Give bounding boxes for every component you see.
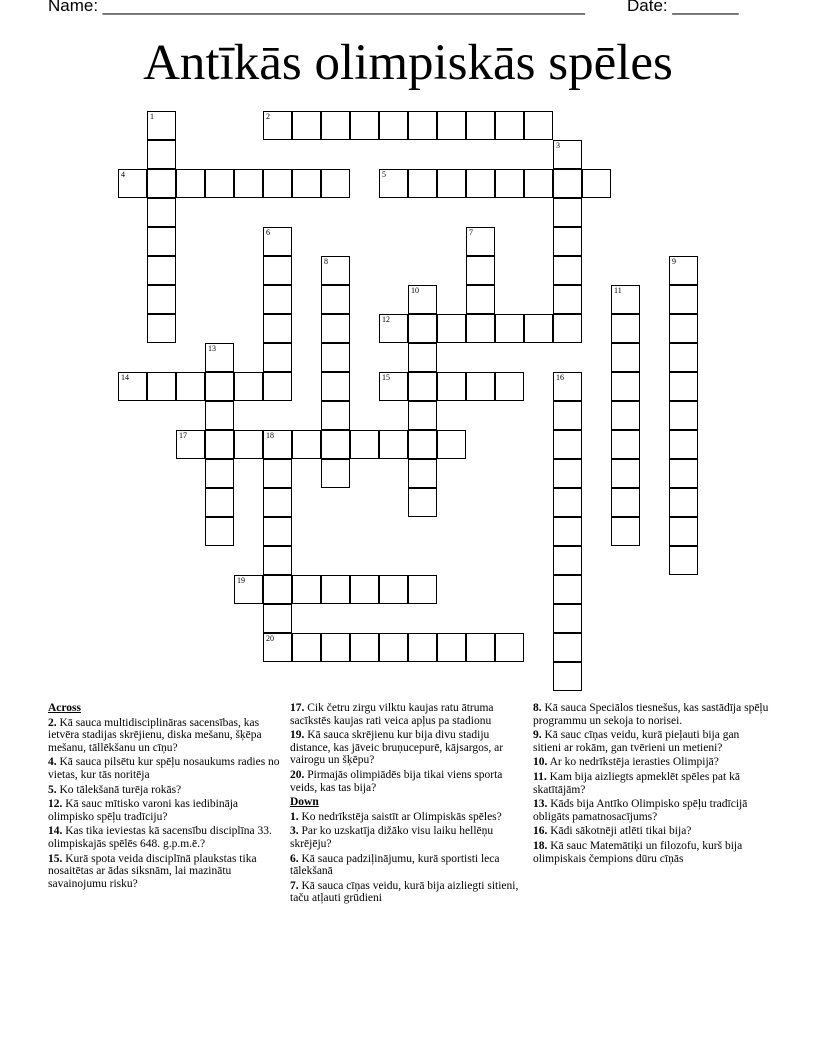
clue-item <box>48 798 280 823</box>
clue-text: Kā sauca padziļinājumu, kurā sportisti leca tālekšanā <box>290 852 500 878</box>
grid-cell[interactable] <box>379 575 408 604</box>
grid-cell[interactable] <box>669 372 698 401</box>
cell-number: 7 <box>469 228 473 237</box>
grid-cell[interactable] <box>611 517 640 546</box>
grid-cell[interactable] <box>176 430 205 459</box>
grid-cell[interactable] <box>437 633 466 662</box>
grid-cell[interactable] <box>379 111 408 140</box>
grid-cell[interactable] <box>495 111 524 140</box>
grid-cell[interactable] <box>466 111 495 140</box>
clue-item <box>533 702 769 727</box>
grid-cell[interactable] <box>321 430 350 459</box>
clue-item <box>48 853 280 891</box>
grid-cell[interactable] <box>553 256 582 285</box>
clue-item <box>533 729 769 754</box>
clue-item <box>290 880 528 905</box>
grid-cell[interactable] <box>263 633 292 662</box>
grid-cell[interactable] <box>147 314 176 343</box>
grid-cell[interactable] <box>147 372 176 401</box>
grid-cell[interactable] <box>205 343 234 372</box>
clue-text: Kā sauc mītisko varoni kas iedibināja olimpisko spēļu tradīciju? <box>48 798 239 823</box>
clue-column-2 <box>290 702 528 907</box>
cell-number: 5 <box>382 170 386 179</box>
grid-cell[interactable] <box>582 169 611 198</box>
grid-cell[interactable] <box>408 314 437 343</box>
clue-column-3 <box>533 702 769 867</box>
grid-cell[interactable] <box>466 169 495 198</box>
cell-number: 17 <box>179 431 187 440</box>
grid-cell[interactable] <box>611 488 640 517</box>
grid-cell[interactable] <box>669 517 698 546</box>
grid-cell[interactable] <box>553 169 582 198</box>
clue-item <box>533 840 769 865</box>
grid-cell[interactable] <box>408 285 437 314</box>
clue-number: 11. <box>533 770 547 783</box>
grid-cell[interactable] <box>263 227 292 256</box>
grid-cell[interactable] <box>495 169 524 198</box>
clue-item <box>48 825 280 850</box>
cell-number: 6 <box>266 228 270 237</box>
grid-cell[interactable] <box>524 111 553 140</box>
grid-cell[interactable] <box>263 517 292 546</box>
grid-cell[interactable] <box>205 459 234 488</box>
grid-cell[interactable] <box>379 169 408 198</box>
grid-cell[interactable] <box>292 111 321 140</box>
clue-text: Ar ko nedrīkstēja ierasties Olimpijā? <box>549 756 719 769</box>
grid-cell[interactable] <box>147 227 176 256</box>
grid-cell[interactable] <box>495 633 524 662</box>
grid-cell[interactable] <box>408 169 437 198</box>
clue-number: 3. <box>290 825 299 838</box>
grid-cell[interactable] <box>466 372 495 401</box>
clue-text: Kā sauca Speciālos tiesnešus, kas sastādīja spēļu programmu un sekoja to norisei. <box>533 702 769 727</box>
grid-cell[interactable] <box>611 430 640 459</box>
grid-cell[interactable] <box>466 633 495 662</box>
grid-cell[interactable] <box>176 372 205 401</box>
grid-cell[interactable] <box>263 459 292 488</box>
clue-number: 16. <box>533 825 548 838</box>
grid-cell[interactable] <box>263 256 292 285</box>
grid-cell[interactable] <box>611 343 640 372</box>
grid-cell[interactable] <box>437 169 466 198</box>
clue-item <box>290 811 528 824</box>
grid-cell[interactable] <box>118 169 147 198</box>
cell-number: 20 <box>266 634 274 643</box>
grid-cell[interactable] <box>263 285 292 314</box>
grid-cell[interactable] <box>553 314 582 343</box>
cell-number: 2 <box>266 112 270 121</box>
clue-number: 19. <box>290 729 305 742</box>
grid-cell[interactable] <box>553 546 582 575</box>
grid-cell[interactable] <box>408 488 437 517</box>
clue-number: 15. <box>48 852 63 865</box>
grid-cell[interactable] <box>495 372 524 401</box>
grid-cell[interactable] <box>553 198 582 227</box>
grid-cell[interactable] <box>321 343 350 372</box>
grid-cell[interactable] <box>553 633 582 662</box>
grid-cell[interactable] <box>553 372 582 401</box>
grid-cell[interactable] <box>321 169 350 198</box>
grid-cell[interactable] <box>553 459 582 488</box>
grid-cell[interactable] <box>263 111 292 140</box>
cell-number: 10 <box>411 286 419 295</box>
clue-item <box>290 729 528 767</box>
clue-number: 12. <box>48 798 63 811</box>
grid-cell[interactable] <box>669 285 698 314</box>
grid-cell[interactable] <box>553 401 582 430</box>
clue-item <box>533 798 769 823</box>
grid-cell[interactable] <box>437 430 466 459</box>
clue-item <box>48 756 280 781</box>
grid-cell[interactable] <box>379 633 408 662</box>
clue-text: Kam bija aizliegts apmeklēt spēles pat kā skatītājām? <box>533 770 740 796</box>
grid-cell[interactable] <box>437 111 466 140</box>
clue-number: 9. <box>533 729 542 742</box>
grid-cell[interactable] <box>350 430 379 459</box>
cell-number: 3 <box>556 141 560 150</box>
clue-text: Kā sauca multidisciplināras sacensības, kas ietvēra stadijas skrējienu, diska mešanu, šķēpa mešanu, tāllēkšanu un cīņu? <box>48 716 262 754</box>
clue-number: 13. <box>533 798 548 811</box>
clue-number: 4. <box>48 756 57 769</box>
grid-cell[interactable] <box>147 169 176 198</box>
clue-item <box>533 771 769 796</box>
grid-cell[interactable] <box>350 575 379 604</box>
grid-cell[interactable] <box>234 169 263 198</box>
clue-item <box>48 784 280 797</box>
cell-number: 16 <box>556 373 564 382</box>
grid-cell[interactable] <box>408 343 437 372</box>
grid-cell[interactable] <box>553 285 582 314</box>
grid-cell[interactable] <box>321 372 350 401</box>
grid-cell[interactable] <box>611 372 640 401</box>
grid-cell[interactable] <box>263 430 292 459</box>
cell-number: 9 <box>672 257 676 266</box>
grid-cell[interactable] <box>147 256 176 285</box>
clue-text: Kurā spota veida disciplīnā plaukstas tika nosaitētas ar ādas siksnām, lai mazinātu savainojumu risku? <box>48 852 257 890</box>
grid-cell[interactable] <box>292 575 321 604</box>
grid-cell[interactable] <box>263 314 292 343</box>
grid-cell[interactable] <box>669 314 698 343</box>
clue-text: Ko tālekšanā turēja rokās? <box>59 783 182 796</box>
grid-cell[interactable] <box>553 140 582 169</box>
clue-number: 7. <box>290 879 299 892</box>
clue-number: 18. <box>533 839 548 852</box>
grid-cell[interactable] <box>669 459 698 488</box>
grid-cell[interactable] <box>205 488 234 517</box>
grid-cell[interactable] <box>553 430 582 459</box>
grid-cell[interactable] <box>408 430 437 459</box>
grid-cell[interactable] <box>379 430 408 459</box>
clue-text: Kā sauca skrējienu kur bija divu stadiju distance, kas jāveic bruņucepurē, kājsargos, ar vairogu un šķēpu? <box>290 729 504 767</box>
grid-cell[interactable] <box>292 633 321 662</box>
grid-cell[interactable] <box>669 430 698 459</box>
grid-cell[interactable] <box>147 285 176 314</box>
grid-cell[interactable] <box>379 314 408 343</box>
grid-cell[interactable] <box>553 227 582 256</box>
clue-item <box>533 825 769 838</box>
grid-cell[interactable] <box>669 343 698 372</box>
clue-text: Kā sauca pilsētu kur spēļu nosaukums radies no vietas, kur tās noritēja <box>48 756 280 781</box>
clue-text: Ko nedrīkstēja saistīt ar Olimpiskās spēles? <box>301 810 502 823</box>
grid-cell[interactable] <box>292 430 321 459</box>
grid-cell[interactable] <box>408 372 437 401</box>
clue-number: 2. <box>48 716 57 729</box>
grid-cell[interactable] <box>263 604 292 633</box>
clue-number: 1. <box>290 810 299 823</box>
clue-text: Kā sauc Matemātiķi un filozofu, kurš bija olimpiskais čempions dūru cīņās <box>533 839 743 865</box>
grid-cell[interactable] <box>611 459 640 488</box>
grid-cell[interactable] <box>553 517 582 546</box>
grid-cell[interactable] <box>350 111 379 140</box>
grid-cell[interactable] <box>321 575 350 604</box>
grid-cell[interactable] <box>147 111 176 140</box>
grid-cell[interactable] <box>263 169 292 198</box>
grid-cell[interactable] <box>466 285 495 314</box>
name-field-label: Name: ___________________________________________________ <box>48 0 585 15</box>
clue-text: Pirmajās olimpiādēs bija tikai viens sporta veids, kas tas bija? <box>290 768 503 794</box>
grid-cell[interactable] <box>263 343 292 372</box>
grid-cell[interactable] <box>437 314 466 343</box>
grid-cell[interactable] <box>205 372 234 401</box>
grid-cell[interactable] <box>234 575 263 604</box>
grid-cell[interactable] <box>553 604 582 633</box>
grid-cell[interactable] <box>292 169 321 198</box>
page-title: Antīkās olimpiskās spēles <box>143 35 673 91</box>
grid-cell[interactable] <box>408 401 437 430</box>
grid-cell[interactable] <box>234 372 263 401</box>
grid-cell[interactable] <box>350 633 379 662</box>
clue-item <box>290 769 528 794</box>
grid-cell[interactable] <box>176 169 205 198</box>
grid-cell[interactable] <box>408 575 437 604</box>
grid-cell[interactable] <box>321 111 350 140</box>
cell-number: 1 <box>150 112 154 121</box>
grid-cell[interactable] <box>263 488 292 517</box>
grid-cell[interactable] <box>321 633 350 662</box>
clue-text: Kā sauc cīņas veidu, kurā pieļauti bija gan sitieni ar rokām, gan tvērieni un metieni? <box>533 729 740 754</box>
clue-item <box>533 756 769 769</box>
grid-cell[interactable] <box>466 256 495 285</box>
grid-cell[interactable] <box>234 430 263 459</box>
grid-cell[interactable] <box>205 169 234 198</box>
cell-number: 13 <box>208 344 216 353</box>
grid-cell[interactable] <box>118 372 147 401</box>
grid-cell[interactable] <box>147 198 176 227</box>
cell-number: 14 <box>121 373 129 382</box>
clue-number: 8. <box>533 702 542 714</box>
cell-number: 15 <box>382 373 390 382</box>
clue-text: Kas tika ieviestas kā sacensību disciplīna 33. olimpiskajās spēlēs 648. g.p.m.ē.? <box>48 825 272 850</box>
clue-item <box>290 853 528 878</box>
clue-column-1 <box>48 702 280 892</box>
grid-cell[interactable] <box>553 488 582 517</box>
clue-number: 14. <box>48 825 63 838</box>
grid-cell[interactable] <box>611 401 640 430</box>
cell-number: 12 <box>382 315 390 324</box>
date-field-label: Date: _______ <box>627 0 739 15</box>
grid-cell[interactable] <box>611 285 640 314</box>
grid-cell[interactable] <box>553 662 582 691</box>
clue-item <box>290 825 528 850</box>
grid-cell[interactable] <box>379 372 408 401</box>
cell-number: 11 <box>614 286 622 295</box>
grid-cell[interactable] <box>669 256 698 285</box>
grid-cell[interactable] <box>524 169 553 198</box>
down-heading: Down <box>290 796 319 809</box>
grid-cell[interactable] <box>321 401 350 430</box>
grid-cell[interactable] <box>321 256 350 285</box>
clue-text: Kādi sākotnēji atlēti tikai bija? <box>550 825 692 838</box>
grid-cell[interactable] <box>466 227 495 256</box>
cell-number: 8 <box>324 257 328 266</box>
grid-cell[interactable] <box>437 372 466 401</box>
grid-cell[interactable] <box>321 459 350 488</box>
grid-cell[interactable] <box>263 546 292 575</box>
grid-cell[interactable] <box>263 372 292 401</box>
cell-number: 4 <box>121 170 125 179</box>
cell-number: 18 <box>266 431 274 440</box>
grid-cell[interactable] <box>466 314 495 343</box>
across-heading: Across <box>48 702 82 714</box>
clue-item <box>48 717 280 755</box>
grid-cell[interactable] <box>321 314 350 343</box>
clue-number: 5. <box>48 783 57 796</box>
grid-cell[interactable] <box>669 488 698 517</box>
clue-text: Kā sauca cīņas veidu, kurā bija aizliegti sitieni, taču atļauti grūdieni <box>290 879 519 905</box>
clue-number: 6. <box>290 852 299 865</box>
grid-cell[interactable] <box>669 546 698 575</box>
grid-cell[interactable] <box>263 575 292 604</box>
grid-cell[interactable] <box>669 401 698 430</box>
clue-item <box>290 702 528 727</box>
grid-cell[interactable] <box>553 575 582 604</box>
grid-cell[interactable] <box>408 111 437 140</box>
grid-cell[interactable] <box>321 285 350 314</box>
grid-cell[interactable] <box>408 459 437 488</box>
clue-text: Cik četru zirgu vilktu kaujas ratu ātruma sacīkstēs kaujas rati veica apļus pa stadionu <box>290 702 494 727</box>
grid-cell[interactable] <box>495 314 524 343</box>
clue-number: 17. <box>290 702 305 714</box>
cell-number: 19 <box>237 576 245 585</box>
grid-cell[interactable] <box>408 633 437 662</box>
grid-cell[interactable] <box>147 140 176 169</box>
clue-text: Kāds bija Antīko Olimpisko spēļu tradīcijā obligāts pamatnosacījums? <box>533 798 748 823</box>
clue-text: Par ko uzskatīja dižāko visu laiku hellēņu skrējēju? <box>290 825 494 850</box>
grid-cell[interactable] <box>205 401 234 430</box>
grid-cell[interactable] <box>524 314 553 343</box>
clue-number: 20. <box>290 768 305 781</box>
grid-cell[interactable] <box>205 430 234 459</box>
grid-cell[interactable] <box>611 314 640 343</box>
grid-cell[interactable] <box>205 517 234 546</box>
clue-number: 10. <box>533 756 548 769</box>
